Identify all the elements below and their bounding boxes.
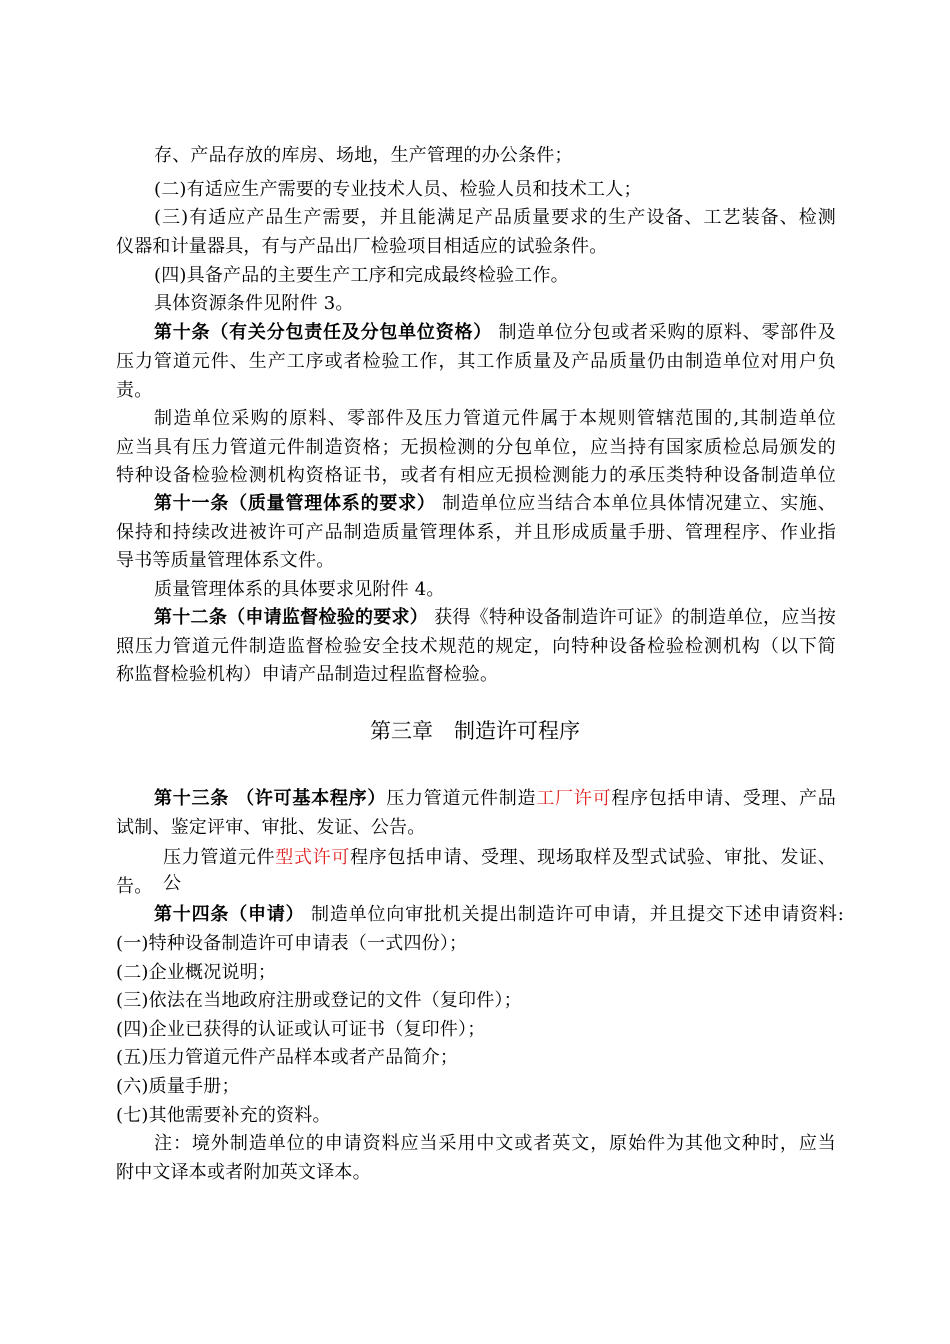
list-item: (三)依法在当地政府注册或登记的文件（复印件）； — [116, 990, 522, 1011]
text-line: 具体资源条件见附件 3。 — [154, 293, 354, 314]
list-item: (二)企业概况说明； — [116, 962, 277, 983]
text-line: 照压力管道元件制造监督检验安全技术规范的规定，向特种设备检验检测机构（以下简 — [116, 636, 836, 657]
text-line: (三)有适应产品生产需要，并且能满足产品质量要求的生产设备、工艺装备、检测 — [154, 207, 836, 228]
text-line: 压力管道元件、生产工序或者检验工作，其工作质量及产品质量仍由制造单位对用户负 — [116, 351, 836, 372]
text-line: 导书等质量管理体系文件。 — [116, 550, 335, 571]
highlight-text: 型式许可 — [275, 847, 351, 868]
list-item: (四)企业已获得的认证或认可证书（复印件）； — [116, 1019, 486, 1040]
article-11-heading: 第十一条（质量管理体系的要求） — [154, 493, 436, 514]
text-line: 保持和持续改进被许可产品制造质量管理体系，并且形成质量手册、管理程序、作业指 — [116, 522, 836, 543]
note-line: 注：境外制造单位的申请资料应当采用中文或者英文，原始件为其他文种时，应当 — [154, 1133, 836, 1154]
article-10-line: 第十条（有关分包责任及分包单位资格） 制造单位分包或者采购的原料、零部件及 — [154, 322, 836, 343]
text-line: 仪器和计量器具，有与产品出厂检验项目相适应的试验条件。 — [116, 236, 608, 257]
text-line: 质量管理体系的具体要求见附件 4。 — [154, 579, 445, 600]
list-item: (七)其他需要补充的资料。 — [116, 1105, 331, 1126]
text-line: (二)有适应生产需要的专业技术人员、检验人员和技术工人； — [154, 179, 642, 200]
text-line: 告。 — [116, 876, 153, 897]
list-item: (五)压力管道元件产品样本或者产品简介； — [116, 1047, 459, 1068]
list-item: (一)特种设备制造许可申请表（一式四份）； — [116, 933, 468, 954]
highlight-text: 工厂许可 — [536, 788, 612, 809]
article-13-heading: 第十三条 （许可基本程序） — [154, 788, 387, 809]
note-line: 附中文译本或者附加英文译本。 — [116, 1162, 371, 1183]
article-12-line: 第十二条（申请监督检验的要求） 获得《特种设备制造许可证》的制造单位，应当按 — [154, 607, 837, 628]
article-12-heading: 第十二条（申请监督检验的要求） — [154, 607, 429, 628]
text-line: (四)具备产品的主要生产工序和完成最终检验工作。 — [154, 265, 569, 286]
text-line: 称监督检验机构）申请产品制造过程监督检验。 — [116, 664, 499, 685]
article-14-line: 第十四条（申请） 制造单位向审批机关提出制造许可申请，并且提交下述申请资料: — [154, 904, 844, 925]
text-line: 压力管道元件型式许可程序包括申请、受理、现场取样及型式试验、审批、发证、公 — [163, 847, 836, 894]
article-14-heading: 第十四条（申请） — [154, 904, 305, 925]
text-line: 特种设备检验检测机构资格证书，或者有相应无损检测能力的承压类特种设备制造单位 — [116, 465, 836, 486]
list-item: (六)质量手册； — [116, 1076, 240, 1097]
text-line: 试制、鉴定评审、审批、发证、公告。 — [116, 817, 426, 838]
text-line: 制造单位采购的原料、零部件及压力管道元件属于本规则管辖范围的,其制造单位 — [154, 408, 836, 429]
text-line: 存、产品存放的库房、场地，生产管理的办公条件； — [154, 145, 573, 166]
article-13-line: 第十三条 （许可基本程序）压力管道元件制造工厂许可程序包括申请、受理、产品 — [154, 788, 836, 809]
article-10-heading: 第十条（有关分包责任及分包单位资格） — [154, 322, 493, 343]
text-line: 应当具有压力管道元件制造资格；无损检测的分包单位，应当持有国家质检总局颁发的 — [116, 437, 836, 458]
article-11-line: 第十一条（质量管理体系的要求） 制造单位应当结合本单位具体情况建立、实施、 — [154, 493, 836, 514]
chapter-title: 第三章 制造许可程序 — [370, 719, 580, 743]
text-line: 责。 — [116, 380, 153, 401]
